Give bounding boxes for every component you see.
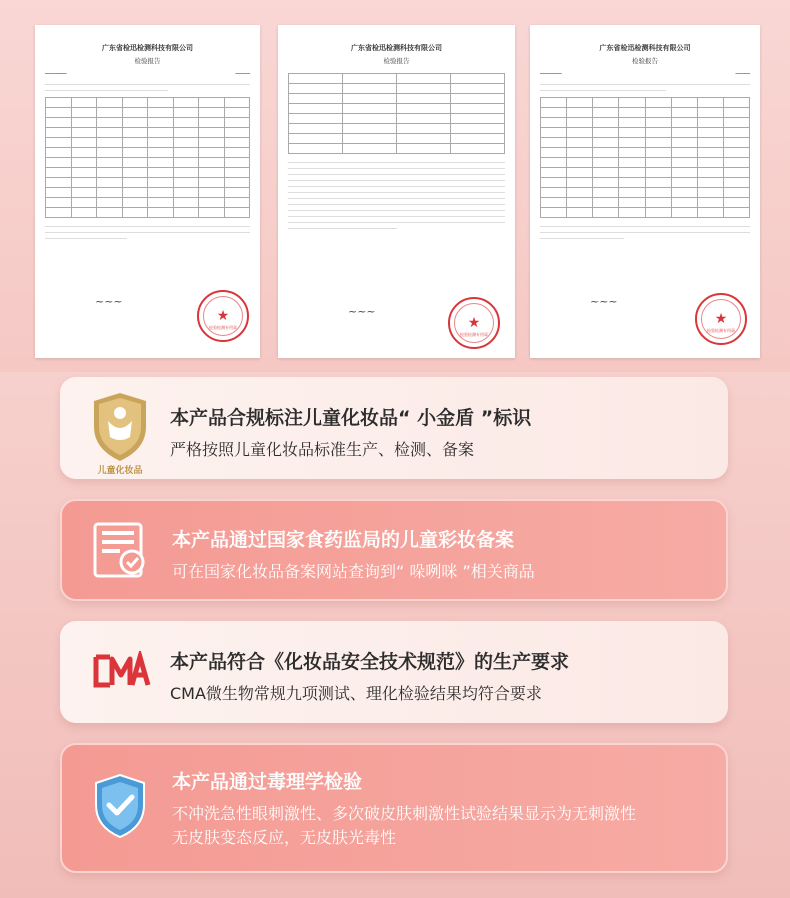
report-info-table [288, 73, 505, 154]
seal-stamp: ★ 检验检测专用章 [197, 290, 249, 342]
report-title: 检验报告 [134, 57, 161, 65]
seal-stamp: ★ 检验检测专用章 [448, 297, 500, 349]
card-text: 严格按照儿童化妆品标准生产、检测、备案 [170, 440, 475, 459]
report-table [540, 97, 750, 218]
report-lines [288, 162, 505, 229]
report-lines [540, 84, 750, 91]
card-heading: 本产品通过毒理学检验 [172, 771, 363, 793]
card-safety-standard [60, 621, 728, 723]
card-text: 不冲洗急性眼刺激性、多次破皮肤刺激性试验结果显示为无刺激性 [172, 804, 637, 823]
card-text: CMA微生物常规九项测试、理化检验结果均符合要求 [170, 684, 542, 703]
card-filing [60, 499, 728, 601]
card-toxicology [60, 743, 728, 873]
certificate-check-icon [92, 521, 150, 583]
report-title: 检验报告 [632, 57, 658, 65]
report-lines-2 [540, 226, 750, 239]
report-company: 广东省检迅检测科技有限公司 [102, 44, 193, 52]
report-title: 检验报告 [383, 57, 410, 65]
report-meta: ━━━━━━━━━ ━━━━━━ [45, 71, 250, 76]
card-text: 可在国家化妆品备案网站查询到“ 哚咧咪 ”相关商品 [172, 562, 535, 581]
test-report-1 [35, 25, 260, 358]
shield-check-icon [92, 773, 148, 843]
report-company: 广东省检迅检测科技有限公司 [351, 44, 442, 52]
test-report-2 [278, 25, 515, 358]
card-text-2: 无皮肤变态反应，无皮肤光毒性 [172, 828, 397, 847]
report-lines [45, 84, 250, 91]
seal-stamp: ★ 检验检测专用章 [695, 293, 747, 345]
cma-icon [90, 651, 152, 695]
report-table [45, 97, 250, 218]
signature: ~~~ [348, 305, 376, 318]
card-heading: 本产品符合《化妆品安全技术规范》的生产要求 [170, 651, 570, 673]
report-lines-2 [45, 226, 250, 239]
gold-shield-icon [90, 391, 150, 476]
card-heading: 本产品合规标注儿童化妆品“ 小金盾 ”标识 [170, 407, 532, 429]
test-report-3 [530, 25, 760, 358]
report-meta: ━━━━━━━━━ ━━━━━━ [540, 71, 750, 76]
card-child-cosmetic-mark [60, 377, 728, 479]
card-heading: 本产品通过国家食药监局的儿童彩妆备案 [172, 529, 515, 551]
signature: ~~~ [590, 295, 618, 308]
report-company: 广东省检迅检测科技有限公司 [599, 44, 691, 52]
icon-label: 儿童化妆品 [97, 466, 143, 476]
signature: ~~~ [95, 295, 123, 308]
